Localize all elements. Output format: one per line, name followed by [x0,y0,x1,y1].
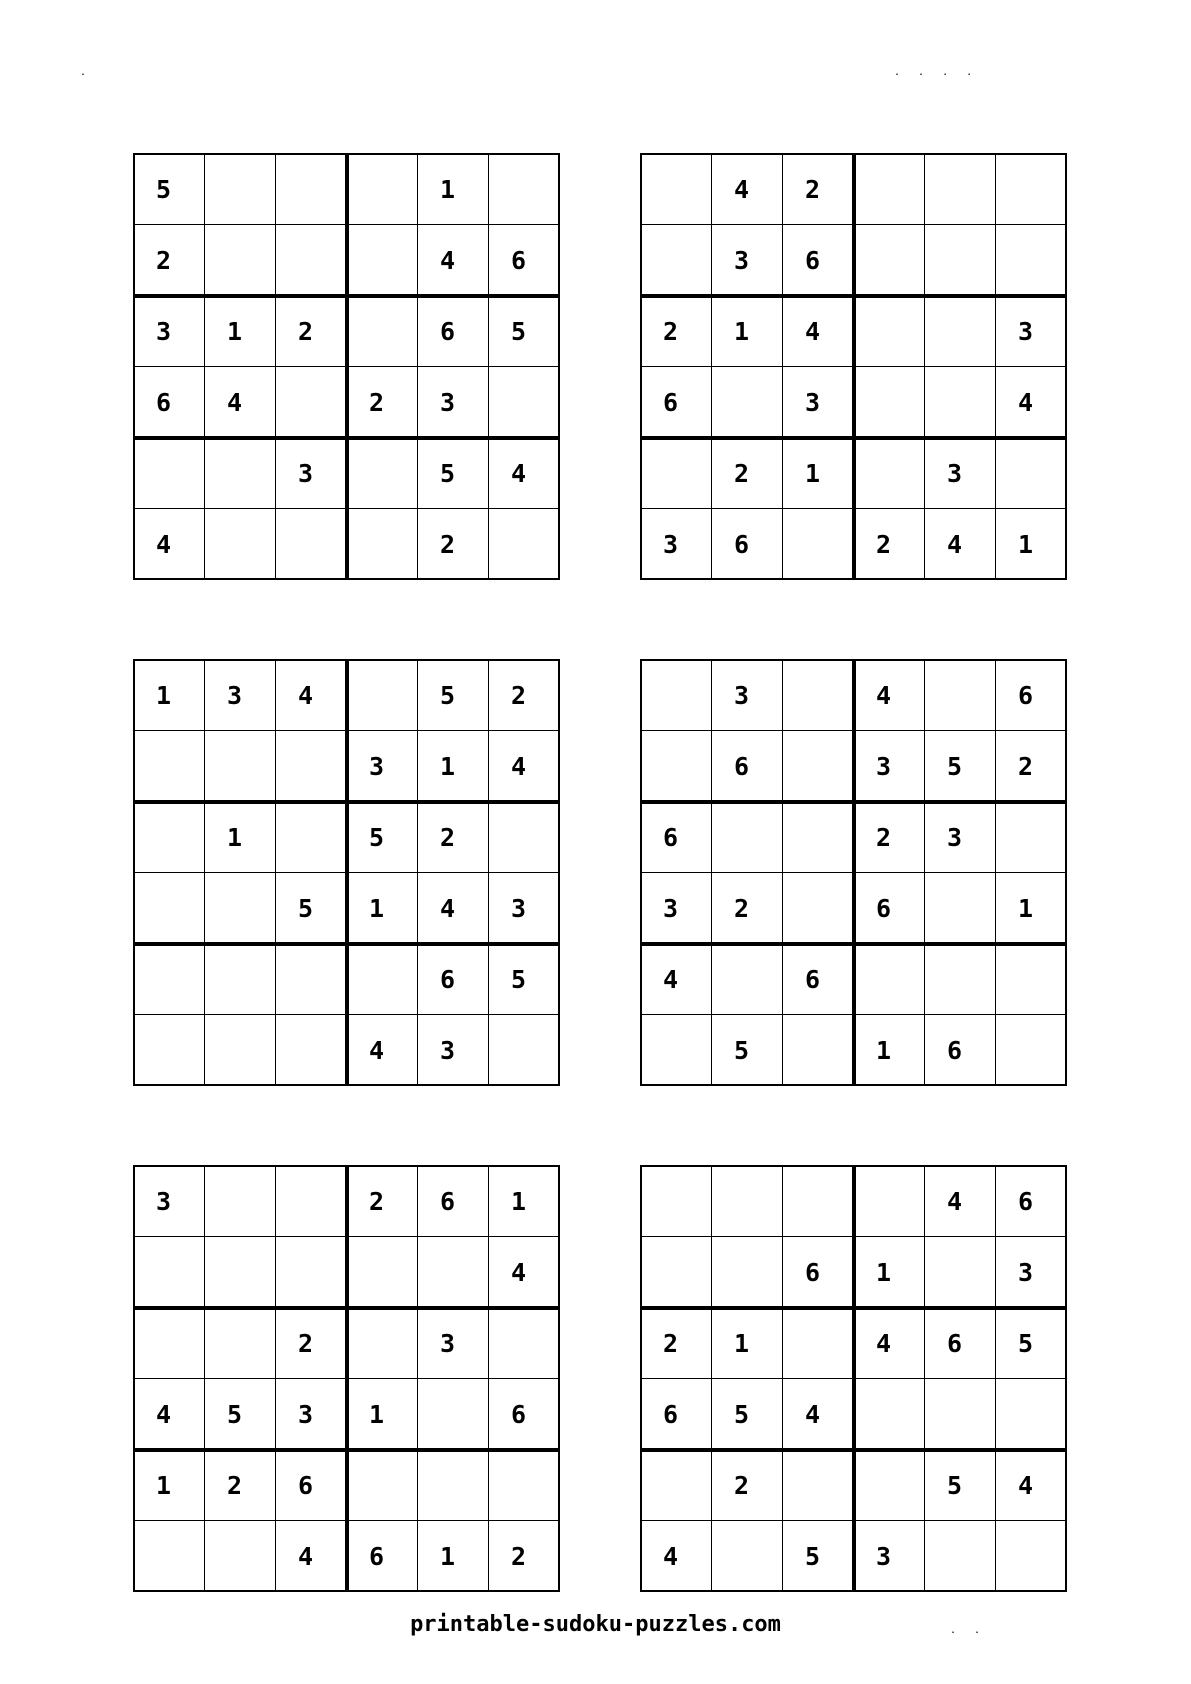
given-cell[interactable]: 5 [440,459,456,488]
empty-cell[interactable] [347,660,418,731]
given-cell[interactable]: 6 [663,1400,679,1429]
given-cell[interactable]: 4 [876,1329,892,1358]
empty-cell[interactable] [347,944,418,1015]
empty-cell[interactable] [925,660,996,731]
given-cell[interactable]: 2 [369,1187,385,1216]
given-cell[interactable]: 3 [1018,317,1034,346]
empty-cell[interactable] [205,225,276,296]
given-cell[interactable]: 6 [734,752,750,781]
empty-cell[interactable] [925,873,996,944]
empty-cell[interactable] [347,1308,418,1379]
given-cell[interactable]: 2 [511,681,527,710]
given-cell[interactable]: 2 [1018,752,1034,781]
given-cell[interactable]: 2 [734,894,750,923]
given-cell[interactable]: 2 [876,530,892,559]
empty-cell[interactable] [489,154,560,225]
given-cell[interactable]: 5 [227,1400,243,1429]
empty-cell[interactable] [205,1237,276,1308]
given-cell[interactable]: 6 [947,1329,963,1358]
given-cell[interactable]: 3 [511,894,527,923]
empty-cell[interactable] [205,1308,276,1379]
given-cell[interactable]: 2 [156,246,172,275]
empty-cell[interactable] [641,438,712,509]
given-cell[interactable]: 4 [1018,1471,1034,1500]
given-cell[interactable]: 2 [663,317,679,346]
given-cell[interactable]: 2 [298,1329,314,1358]
corner-dots-top-right: . . . . [894,67,979,78]
empty-cell[interactable] [854,1166,925,1237]
given-cell[interactable]: 6 [876,894,892,923]
given-cell[interactable]: 5 [947,1471,963,1500]
empty-cell[interactable] [712,1166,783,1237]
puzzle-2 [640,153,1067,580]
given-cell[interactable]: 3 [663,894,679,923]
given-cell[interactable]: 3 [156,1187,172,1216]
given-cell[interactable]: 1 [511,1187,527,1216]
given-cell[interactable]: 1 [1018,530,1034,559]
given-cell[interactable]: 3 [876,1542,892,1571]
given-cell[interactable]: 6 [805,1258,821,1287]
empty-cell[interactable] [925,1237,996,1308]
given-cell[interactable]: 1 [227,823,243,852]
empty-cell[interactable] [783,873,854,944]
empty-cell[interactable] [134,731,205,802]
given-cell[interactable]: 1 [876,1036,892,1065]
empty-cell[interactable] [783,802,854,873]
empty-cell[interactable] [276,1015,347,1086]
given-cell[interactable]: 6 [734,530,750,559]
given-cell[interactable]: 4 [511,459,527,488]
empty-cell[interactable] [925,367,996,438]
empty-cell[interactable] [641,1237,712,1308]
given-cell[interactable]: 1 [440,175,456,204]
empty-cell[interactable] [854,225,925,296]
given-cell[interactable]: 1 [440,752,456,781]
empty-cell[interactable] [783,660,854,731]
given-cell[interactable]: 6 [440,1187,456,1216]
empty-cell[interactable] [641,1015,712,1086]
empty-cell[interactable] [418,1237,489,1308]
empty-cell[interactable] [712,1521,783,1592]
given-cell[interactable]: 5 [511,965,527,994]
empty-cell[interactable] [205,873,276,944]
empty-cell[interactable] [276,225,347,296]
empty-cell[interactable] [205,1521,276,1592]
given-cell[interactable]: 3 [440,388,456,417]
empty-cell[interactable] [925,1379,996,1450]
puzzle-6 [640,1165,1067,1592]
given-cell[interactable]: 1 [1018,894,1034,923]
given-cell[interactable]: 5 [298,894,314,923]
given-cell[interactable]: 2 [227,1471,243,1500]
given-cell[interactable]: 1 [227,317,243,346]
given-cell[interactable]: 4 [440,894,456,923]
given-cell[interactable]: 3 [298,459,314,488]
empty-cell[interactable] [641,225,712,296]
empty-cell[interactable] [205,944,276,1015]
empty-cell[interactable] [783,1015,854,1086]
empty-cell[interactable] [854,296,925,367]
given-cell[interactable]: 5 [947,752,963,781]
given-cell[interactable]: 2 [298,317,314,346]
given-cell[interactable]: 2 [734,459,750,488]
given-cell[interactable]: 2 [440,823,456,852]
empty-cell[interactable] [854,154,925,225]
empty-cell[interactable] [712,802,783,873]
given-cell[interactable]: 6 [369,1542,385,1571]
given-cell[interactable]: 2 [805,175,821,204]
given-cell[interactable]: 3 [734,681,750,710]
empty-cell[interactable] [489,1308,560,1379]
given-cell[interactable]: 2 [369,388,385,417]
empty-cell[interactable] [925,154,996,225]
empty-cell[interactable] [641,731,712,802]
empty-cell[interactable] [925,225,996,296]
given-cell[interactable]: 6 [663,823,679,852]
given-cell[interactable]: 3 [156,317,172,346]
given-cell[interactable]: 3 [805,388,821,417]
empty-cell[interactable] [489,367,560,438]
given-cell[interactable]: 3 [663,530,679,559]
given-cell[interactable]: 4 [1018,388,1034,417]
empty-cell[interactable] [276,154,347,225]
empty-cell[interactable] [134,944,205,1015]
empty-cell[interactable] [854,1450,925,1521]
empty-cell[interactable] [347,296,418,367]
empty-cell[interactable] [854,944,925,1015]
given-cell[interactable]: 4 [734,175,750,204]
empty-cell[interactable] [134,1308,205,1379]
given-cell[interactable]: 6 [440,965,456,994]
empty-cell[interactable] [996,802,1067,873]
given-cell[interactable]: 5 [369,823,385,852]
given-cell[interactable]: 6 [1018,681,1034,710]
given-cell[interactable]: 1 [805,459,821,488]
empty-cell[interactable] [134,1237,205,1308]
given-cell[interactable]: 6 [511,1400,527,1429]
empty-cell[interactable] [925,944,996,1015]
corner-dots-top-left: . [80,67,93,78]
empty-cell[interactable] [489,1015,560,1086]
corner-dots-bottom-right: . . [950,1625,987,1636]
given-cell[interactable]: 1 [156,1471,172,1500]
empty-cell[interactable] [996,1521,1067,1592]
given-cell[interactable]: 4 [511,752,527,781]
given-cell[interactable]: 4 [298,1542,314,1571]
given-cell[interactable]: 3 [734,246,750,275]
empty-cell[interactable] [996,1379,1067,1450]
empty-cell[interactable] [418,1450,489,1521]
empty-cell[interactable] [347,1237,418,1308]
empty-cell[interactable] [996,154,1067,225]
given-cell[interactable]: 3 [369,752,385,781]
given-cell[interactable]: 6 [805,246,821,275]
empty-cell[interactable] [276,367,347,438]
given-cell[interactable]: 4 [156,1400,172,1429]
empty-cell[interactable] [134,802,205,873]
empty-cell[interactable] [205,731,276,802]
empty-cell[interactable] [489,509,560,580]
empty-cell[interactable] [134,1015,205,1086]
given-cell[interactable]: 4 [298,681,314,710]
empty-cell[interactable] [996,225,1067,296]
empty-cell[interactable] [205,154,276,225]
given-cell[interactable]: 3 [947,459,963,488]
empty-cell[interactable] [712,1237,783,1308]
empty-cell[interactable] [854,1379,925,1450]
given-cell[interactable]: 5 [1018,1329,1034,1358]
given-cell[interactable]: 6 [947,1036,963,1065]
empty-cell[interactable] [854,438,925,509]
given-cell[interactable]: 5 [805,1542,821,1571]
given-cell[interactable]: 3 [876,752,892,781]
empty-cell[interactable] [641,154,712,225]
given-cell[interactable]: 5 [734,1036,750,1065]
given-cell[interactable]: 6 [511,246,527,275]
given-cell[interactable]: 4 [876,681,892,710]
given-cell[interactable]: 4 [440,246,456,275]
empty-cell[interactable] [925,1521,996,1592]
given-cell[interactable]: 5 [440,681,456,710]
empty-cell[interactable] [276,509,347,580]
empty-cell[interactable] [276,1166,347,1237]
empty-cell[interactable] [489,802,560,873]
given-cell[interactable]: 3 [440,1036,456,1065]
puzzle-5 [133,1165,560,1592]
empty-cell[interactable] [134,1521,205,1592]
empty-cell[interactable] [276,944,347,1015]
given-cell[interactable]: 4 [805,1400,821,1429]
empty-cell[interactable] [925,296,996,367]
given-cell[interactable]: 1 [369,894,385,923]
given-cell[interactable]: 3 [298,1400,314,1429]
given-cell[interactable]: 1 [156,681,172,710]
empty-cell[interactable] [347,438,418,509]
given-cell[interactable]: 2 [663,1329,679,1358]
empty-cell[interactable] [641,1450,712,1521]
puzzle-1 [133,153,560,580]
empty-cell[interactable] [418,1379,489,1450]
given-cell[interactable]: 4 [663,1542,679,1571]
puzzle-4 [640,659,1067,1086]
given-cell[interactable]: 4 [369,1036,385,1065]
given-cell[interactable]: 6 [663,388,679,417]
given-cell[interactable]: 4 [663,965,679,994]
given-cell[interactable]: 6 [805,965,821,994]
given-cell[interactable]: 6 [440,317,456,346]
empty-cell[interactable] [712,944,783,1015]
given-cell[interactable]: 1 [734,1329,750,1358]
given-cell[interactable]: 6 [156,388,172,417]
given-cell[interactable]: 6 [1018,1187,1034,1216]
given-cell[interactable]: 3 [440,1329,456,1358]
empty-cell[interactable] [783,1166,854,1237]
given-cell[interactable]: 1 [369,1400,385,1429]
given-cell[interactable]: 4 [156,530,172,559]
given-cell[interactable]: 5 [156,175,172,204]
empty-cell[interactable] [854,367,925,438]
given-cell[interactable]: 1 [440,1542,456,1571]
empty-cell[interactable] [641,1166,712,1237]
given-cell[interactable]: 4 [511,1258,527,1287]
empty-cell[interactable] [134,438,205,509]
given-cell[interactable]: 2 [440,530,456,559]
empty-cell[interactable] [712,367,783,438]
given-cell[interactable]: 6 [298,1471,314,1500]
empty-cell[interactable] [205,438,276,509]
given-cell[interactable]: 3 [947,823,963,852]
empty-cell[interactable] [347,154,418,225]
given-cell[interactable]: 3 [1018,1258,1034,1287]
empty-cell[interactable] [783,1308,854,1379]
given-cell[interactable]: 4 [227,388,243,417]
empty-cell[interactable] [783,731,854,802]
empty-cell[interactable] [134,873,205,944]
puzzle-3 [133,659,560,1086]
empty-cell[interactable] [205,509,276,580]
site-footer: printable-sudoku-puzzles.com [410,1612,781,1637]
empty-cell[interactable] [783,509,854,580]
given-cell[interactable]: 4 [805,317,821,346]
empty-cell[interactable] [205,1166,276,1237]
empty-cell[interactable] [996,944,1067,1015]
empty-cell[interactable] [276,802,347,873]
given-cell[interactable]: 2 [734,1471,750,1500]
empty-cell[interactable] [347,225,418,296]
given-cell[interactable]: 4 [947,530,963,559]
given-cell[interactable]: 4 [947,1187,963,1216]
empty-cell[interactable] [489,1450,560,1521]
empty-cell[interactable] [276,731,347,802]
given-cell[interactable]: 5 [734,1400,750,1429]
empty-cell[interactable] [347,1450,418,1521]
empty-cell[interactable] [347,509,418,580]
given-cell[interactable]: 1 [734,317,750,346]
empty-cell[interactable] [205,1015,276,1086]
empty-cell[interactable] [641,660,712,731]
given-cell[interactable]: 5 [511,317,527,346]
given-cell[interactable]: 1 [876,1258,892,1287]
empty-cell[interactable] [783,1450,854,1521]
empty-cell[interactable] [996,438,1067,509]
empty-cell[interactable] [276,1237,347,1308]
given-cell[interactable]: 3 [227,681,243,710]
given-cell[interactable]: 2 [876,823,892,852]
given-cell[interactable]: 2 [511,1542,527,1571]
empty-cell[interactable] [996,1015,1067,1086]
